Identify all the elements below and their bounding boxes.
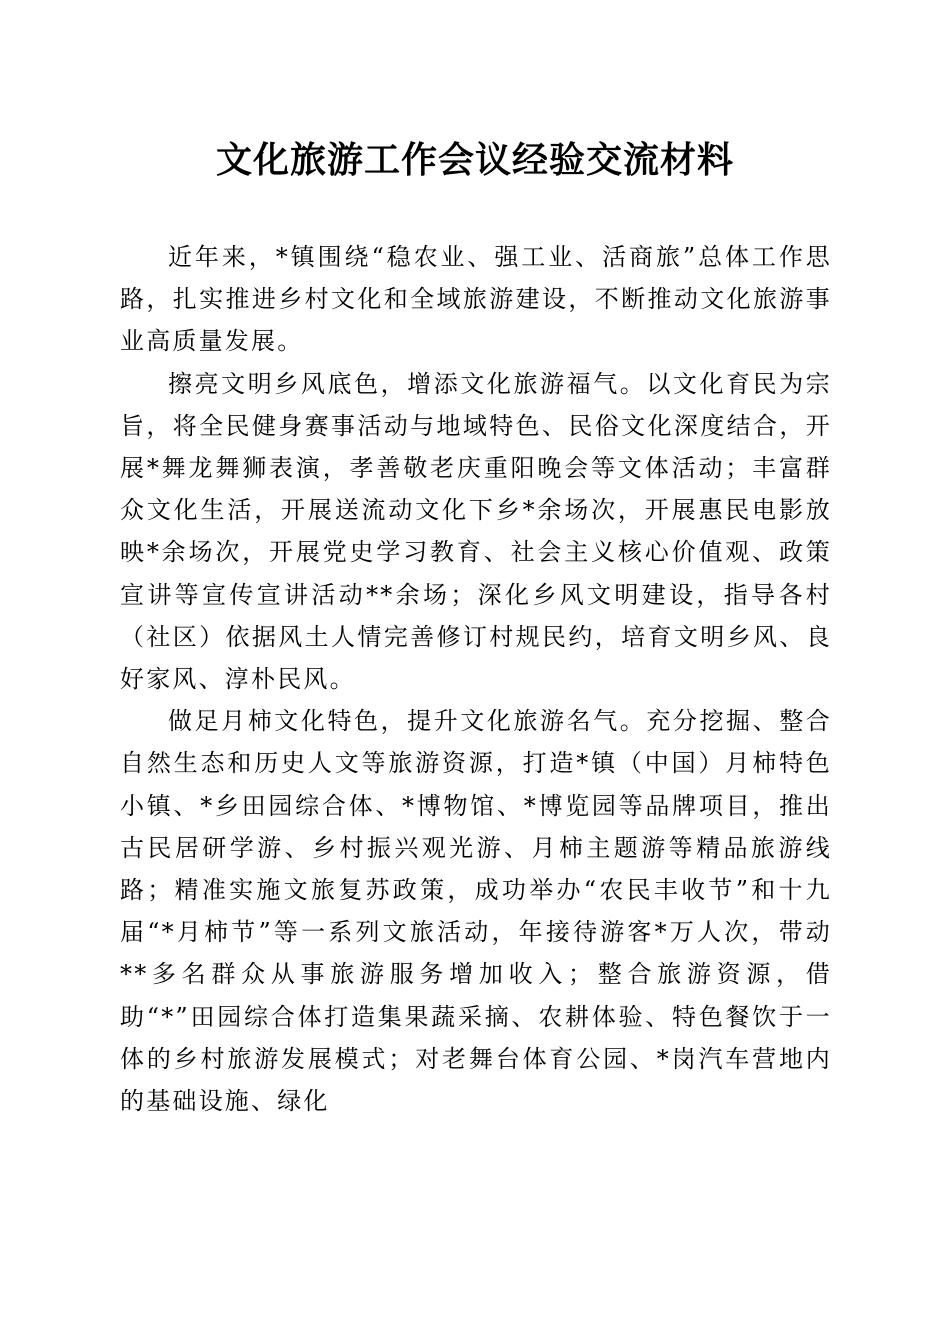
paragraph-persimmon-culture: 做足月柿文化特色，提升文化旅游名气。充分挖掘、整合自然生态和历史人文等旅游资源，打造*镇（中国）月柿特色小镇、*乡田园综合体、*博物馆、*博览园等品牌项目，推出古民居研学游、乡村振兴观光游、月柿主题游等精品旅游线路；精准实施文旅复苏政策，成功举办“农民丰收节”和十九届“*月柿节”等一系列文旅活动，年接待游客*万人次，带动**多名群众从事旅游服务增加收入；整合旅游资源，借助“*”田园综合体打造集果蔬采摘、农耕体验、特色餐饮于一体的乡村旅游发展模式；对老舞台体育公园、*岗汽车营地内的基础设施、绿化 [120, 707, 832, 1116]
document-title: 文化旅游工作会议经验交流材料 [215, 139, 734, 181]
paragraph-civilization: 擦亮文明乡风底色，增添文化旅游福气。以文化育民为宗旨，将全民健身赛事活动与地域特色、民俗文化深度结合，开展*舞龙舞狮表演，孝善敬老庆重阳晚会等文体活动；丰富群众文化生活，开展送流动文化下乡*余场次，开展惠民电影放映*余场次，开展党史学习教育、社会主义核心价值观、政策宣讲等宣传宣讲活动**余场；深化乡风文明建设，指导各村（社区）依据风土人情完善修订村规民约，培育文明乡风、良好家风、淳朴民风。 [120, 369, 832, 694]
document-body [120, 236, 832, 1122]
paragraph-intro: 近年来，*镇围绕“稳农业、强工业、活商旅”总体工作思路，扎实推进乡村文化和全域旅游建设，不断推动文化旅游事业高质量发展。 [120, 243, 832, 356]
